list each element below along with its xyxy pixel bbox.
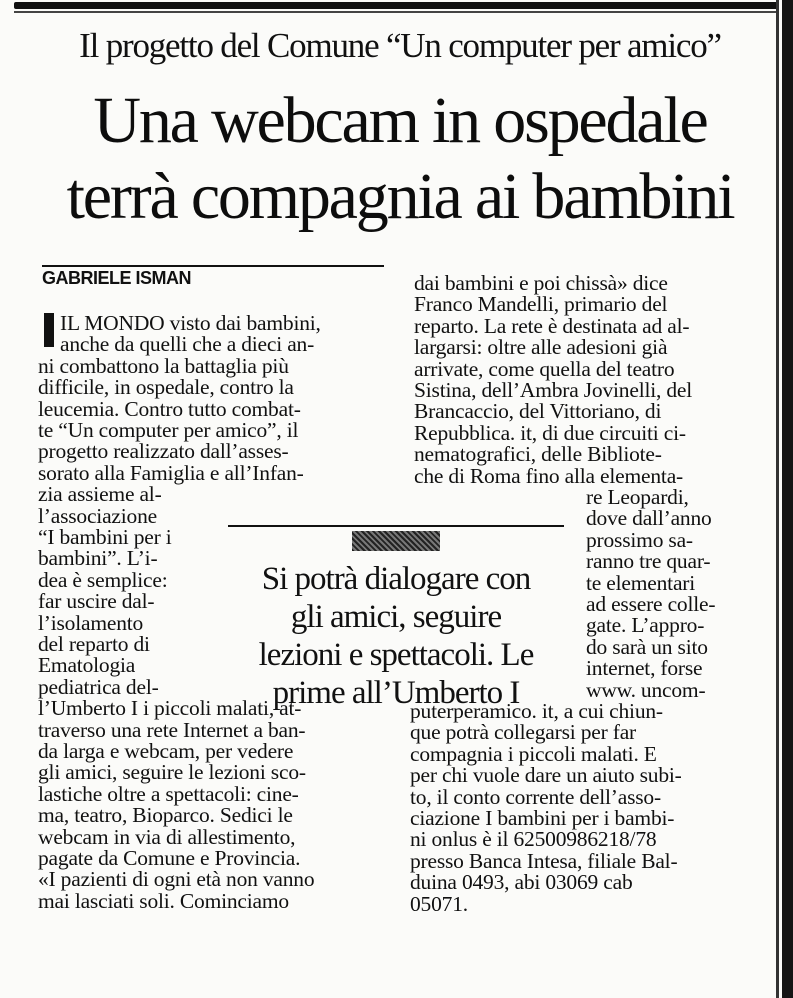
right-column-line: presso Banca Intesa, filiale Bal- (410, 848, 678, 873)
pull-quote-line-3: lezioni e spettacoli. Le (258, 637, 534, 673)
top-rule (14, 2, 779, 9)
right-column-line: arrivate, come quella del teatro (414, 356, 675, 381)
right-column-line: largarsi: oltre alle adesioni già (414, 335, 668, 360)
right-column-line: gate. L’appro- (586, 613, 705, 638)
top-rule-thin (14, 11, 779, 13)
left-column-line: anche da quelli che a dieci an- (60, 332, 315, 357)
left-column-line: leucemia. Contro tutto combat- (38, 396, 301, 421)
left-column-line: IL MONDO visto dai bambini, (60, 311, 321, 335)
right-column-line: puterperamico. it, a cui chiun- (410, 699, 663, 723)
headline-line-1: Una webcam in ospedale (93, 84, 707, 157)
left-column-line: ma, teatro, Bioparco. Sedici le (38, 803, 293, 828)
left-column-line: dea è semplice: (38, 567, 168, 592)
drop-cap-bar (44, 313, 54, 347)
left-column-line: sorato alla Famiglia e all’Infan- (38, 460, 304, 485)
right-column-line: reparto. La rete è destinata ad al- (414, 313, 690, 338)
right-column-line: 05071. (410, 891, 468, 916)
right-column-line: do sarà un sito (586, 634, 708, 659)
left-column-line: lastiche oltre a spettacoli: cine- (38, 781, 299, 806)
left-column-line: difficile, in ospedale, contro la (38, 375, 294, 400)
left-column-line: da larga e webcam, per vedere (38, 739, 294, 763)
left-column-line: zia assieme al- (38, 482, 162, 507)
right-column-line: dai bambini e poi chissà» dice (414, 271, 668, 295)
headline-line-2: terrà compagnia ai bambini (66, 160, 734, 233)
left-column-line: mai lasciati soli. Cominciamo (38, 888, 289, 913)
left-column-line: progetto realizzato dall’asses- (38, 439, 289, 464)
left-column-line: pagate da Comune e Provincia. (38, 846, 301, 870)
right-column-line: ciazione I bambini per i bambi- (410, 806, 675, 830)
left-column-line: bambini”. L’i- (38, 546, 158, 571)
right-column-line: www. uncom- (586, 677, 706, 702)
right-column-line: re Leopardi, (586, 485, 689, 509)
left-column-line: webcam in via di allestimento, (38, 824, 296, 849)
byline: GABRIELE ISMAN (42, 268, 192, 288)
pull-quote-ornament (352, 531, 440, 551)
right-column-line: dove dall’anno (586, 506, 712, 531)
left-column-line: far uscire dal- (38, 589, 155, 614)
pull-quote-line-4: prime all’Umberto I (272, 675, 520, 711)
right-column-line: compagnia i piccoli malati. E (410, 741, 657, 766)
right-column-line: nematografici, delle Bibliote- (414, 442, 662, 467)
left-column-line: te “Un computer per amico”, il (38, 418, 299, 442)
right-column-line: Sistina, dell’Ambra Jovinelli, del (414, 378, 693, 402)
right-column-line: ranno tre quar- (586, 549, 711, 574)
right-column-line: Franco Mandelli, primario del (414, 292, 668, 317)
left-column-line: l’associazione (38, 503, 157, 528)
right-column-line: ad essere colle- (586, 592, 716, 616)
left-column-line: del reparto di (38, 632, 150, 656)
pull-quote-line-1: Si potrà dialogare con (261, 561, 531, 597)
right-column-line: prossimo sa- (586, 527, 693, 552)
right-column-line: que potrà collegarsi per far (410, 720, 637, 745)
left-column-line: pediatrica del- (38, 674, 159, 699)
left-column-line: l’Umberto I i piccoli malati, at- (38, 696, 302, 721)
right-column-line: te elementari (586, 570, 696, 595)
kicker: Il progetto del Comune “Un computer per amico” (79, 26, 721, 65)
left-column-line: “I bambini per i (38, 525, 172, 549)
right-column-line: duina 0493, abi 03069 cab (410, 870, 633, 895)
pull-quote-rule (228, 525, 564, 527)
pull-quote-line-2: gli amici, seguire (290, 599, 502, 635)
right-column-line: Brancaccio, del Vittoriano, di (414, 399, 662, 424)
left-column-line: gli amici, seguire le lezioni sco- (38, 760, 306, 785)
right-column-line: per chi vuole dare un aiuto subi- (410, 763, 682, 788)
page-edge-line (776, 0, 779, 998)
right-column-line: che di Roma fino alla elementa- (414, 463, 684, 488)
left-column-line: l’isolamento (38, 610, 144, 635)
byline-rule (42, 265, 384, 267)
left-column-line: Ematologia (38, 653, 136, 678)
right-column-line: Repubblica. it, di due circuiti ci- (414, 420, 686, 445)
left-column-line: traverso una rete Internet a ban- (38, 717, 306, 742)
left-column-line: ni combattono la battaglia più (38, 353, 289, 378)
left-column-line: «I pazienti di ogni età non vanno (38, 867, 315, 892)
right-column-line: to, il conto corrente dell’asso- (410, 784, 661, 809)
right-column-line: internet, forse (586, 656, 703, 681)
right-column-line: ni onlus è il 62500986218/78 (410, 827, 657, 852)
page-edge (782, 0, 793, 998)
